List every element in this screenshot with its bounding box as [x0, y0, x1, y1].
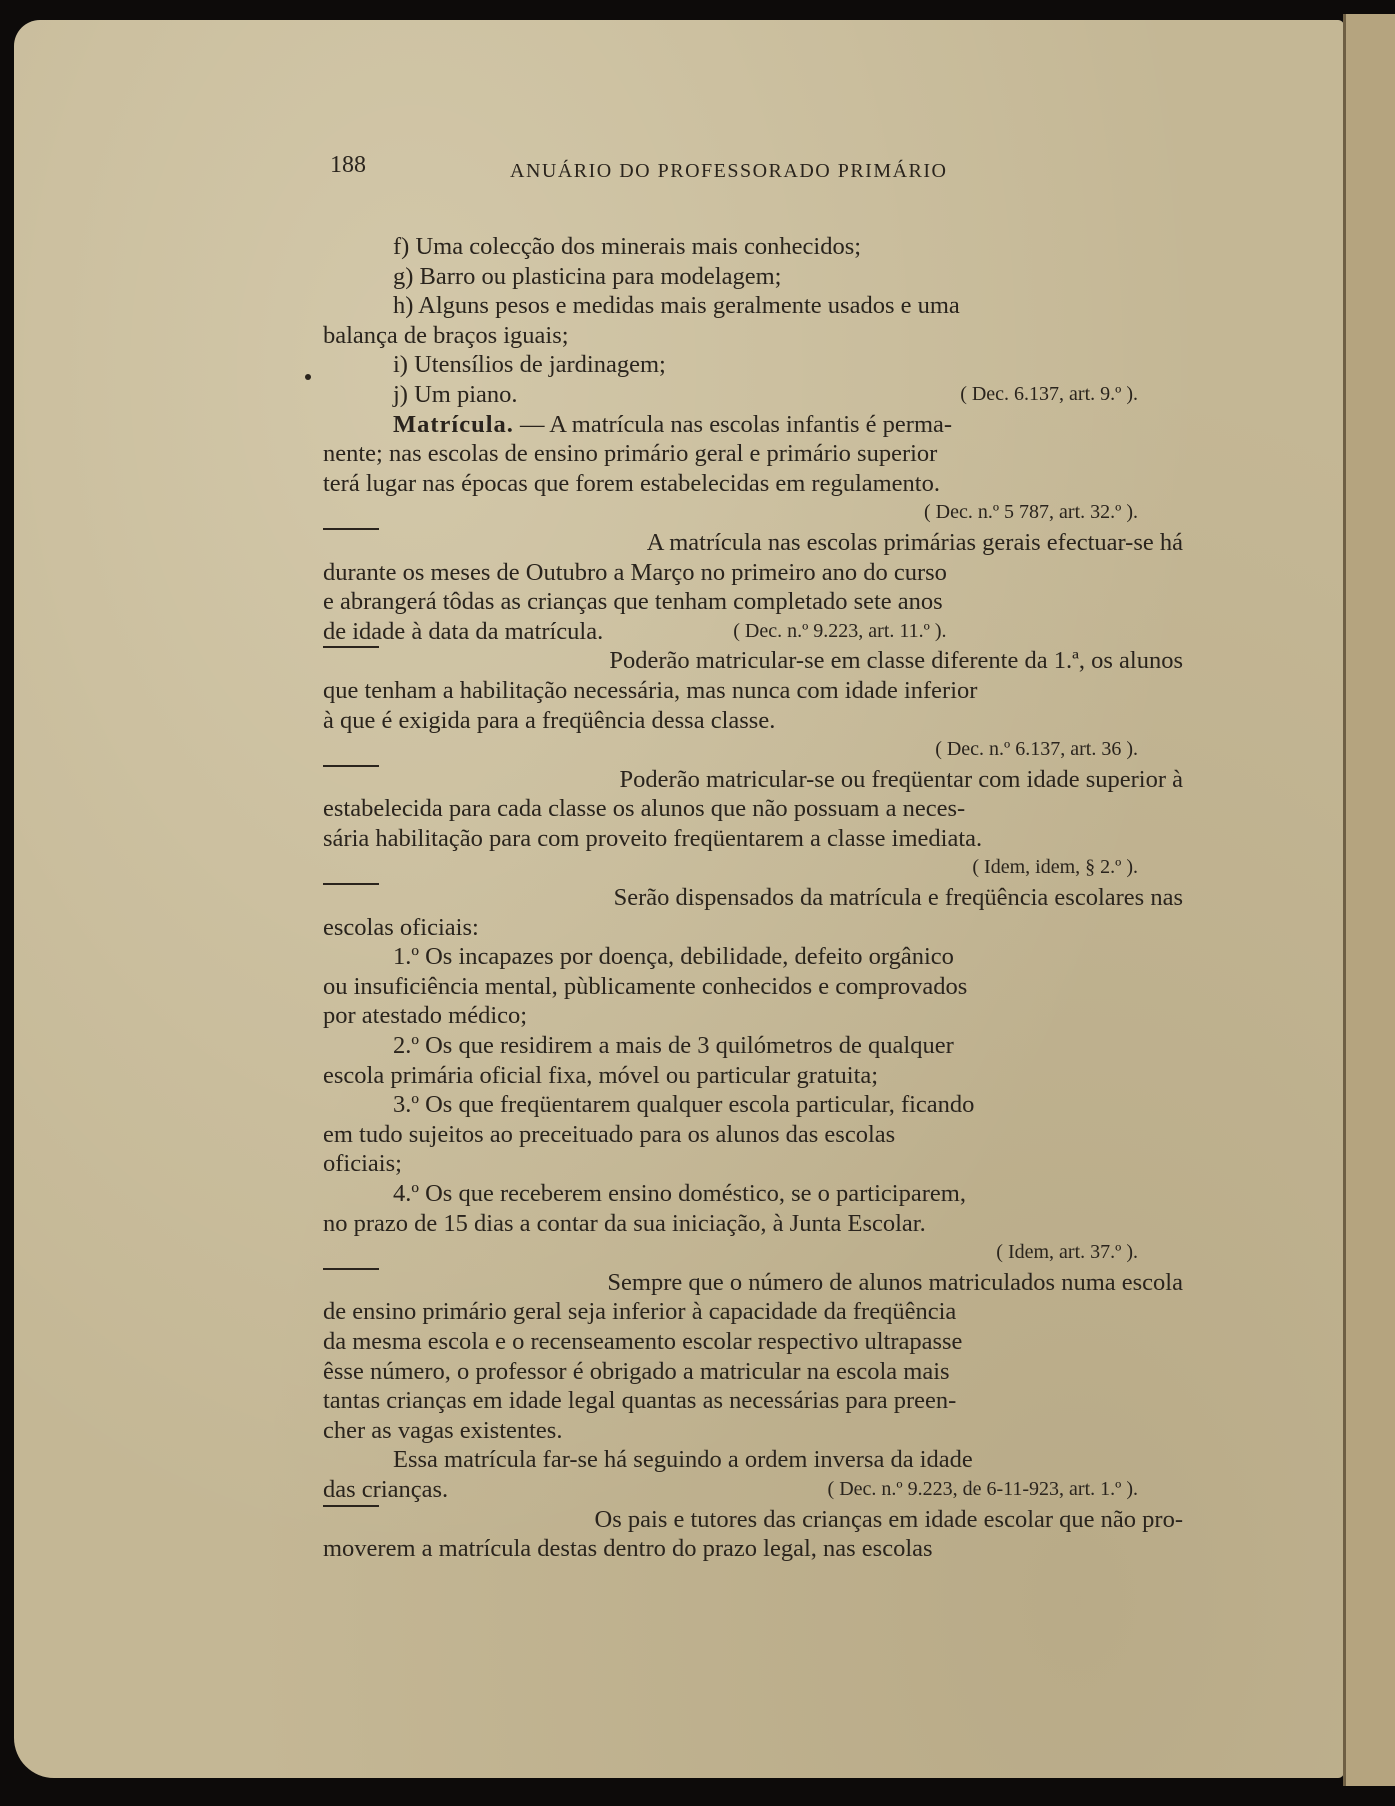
text-line: escolas oficiais: — [323, 913, 479, 941]
text-line: em tudo sujeitos ao preceituado para os alunos das escolas — [323, 1120, 896, 1148]
citation: ( Dec. n.º 9.223, art. 11.º ). — [733, 619, 947, 642]
ink-speck — [305, 374, 311, 380]
text-line: escola primária oficial fixa, móvel ou particular gratuita; — [323, 1061, 879, 1089]
em-dash-rule — [323, 1268, 379, 1298]
citation: ( Dec. 6.137, art. 9.º ). — [960, 382, 1138, 405]
page-header — [330, 152, 1020, 192]
text-line: Serão dispensados da matrícula e freqüência escolares nas — [323, 883, 1183, 913]
text-line: cher as vagas existentes. — [323, 1416, 563, 1444]
text-line: Matrícula. — A matrícula nas escolas infantis é perma- — [393, 410, 953, 438]
text-line: da mesma escola e o recenseamento escolar respectivo ultrapasse — [323, 1327, 963, 1355]
section-title: Matrícula. — [393, 410, 514, 438]
text-line: que tenham a habilitação necessária, mas nunca com idade inferior — [323, 676, 978, 704]
text-line: e abrangerá tôdas as crianças que tenham completado sete anos — [323, 588, 943, 616]
text-line: 3.º Os que freqüentarem qualquer escola particular, ficando — [393, 1091, 975, 1119]
text-line: das crianças. ( Dec. n.º 9.223, de 6-11-923, art. 1.º ). — [323, 1475, 1183, 1505]
citation: ( Idem, idem, § 2.º ). — [972, 856, 1138, 879]
body-text — [323, 232, 1183, 1564]
text-line: 2.º Os que residirem a mais de 3 quilómetros de qualquer — [393, 1032, 954, 1060]
citation: ( Dec. n.º 9.223, de 6-11-923, art. 1.º ). — [827, 1477, 1138, 1500]
text-line: de ensino primário geral seja inferior à capacidade da freqüência — [323, 1298, 957, 1326]
text-line — [323, 735, 1183, 765]
text-line: nente; nas escolas de ensino primário geral e primário superior — [323, 440, 938, 468]
text-line: f) Uma colecção dos minerais mais conhecidos; — [393, 233, 862, 260]
text-line: estabelecida para cada classe os alunos que não possuam a neces- — [323, 795, 966, 823]
adjacent-page-edge — [1343, 14, 1395, 1786]
em-dash-rule — [323, 528, 379, 558]
text-line: de idade à data da matrícula. ( Dec. n.º 9.223, art. 11.º ). — [323, 617, 947, 645]
text-line: sária habilitação para com proveito freqüentarem a classe imediata. — [323, 824, 983, 852]
text-line: Os pais e tutores das crianças em idade escolar que não pro- — [323, 1505, 1183, 1535]
citation: ( Dec. n.º 5 787, art. 32.º ). — [923, 501, 1138, 524]
running-head: ANUÁRIO DO PROFESSORADO PRIMÁRIO — [510, 160, 948, 182]
em-dash-rule — [323, 765, 379, 795]
text-line: balança de braços iguais; — [323, 321, 569, 349]
text-line: A matrícula nas escolas primárias gerais efectuar-se há — [323, 528, 1183, 558]
text-line: ou insuficiência mental, pùblicamente conhecidos e comprovados — [323, 972, 968, 1000]
text-line — [323, 498, 1183, 528]
text-line: terá lugar nas épocas que forem estabelecidas em regulamento. — [323, 469, 940, 497]
text-line: g) Barro ou plasticina para modelagem; — [393, 262, 782, 290]
page-number: 188 — [330, 152, 366, 178]
text-line: 1.º Os incapazes por doença, debilidade, defeito orgânico — [393, 943, 954, 971]
text-line: h) Alguns pesos e medidas mais geralmente usados e uma — [393, 292, 960, 320]
text-line: oficiais; — [323, 1150, 402, 1178]
text-line: por atestado médico; — [323, 1002, 528, 1030]
text-line: Essa matrícula far-se há seguindo a ordem inversa da idade — [393, 1446, 973, 1474]
text-line: tantas crianças em idade legal quantas as necessárias para preen- — [323, 1387, 957, 1415]
text-line: à que é exigida para a freqüência dessa classe. — [323, 706, 776, 734]
text-line: Poderão matricular-se ou freqüentar com idade superior à — [323, 765, 1183, 795]
text-line: i) Utensílios de jardinagem; — [393, 351, 666, 379]
em-dash-rule — [323, 1505, 379, 1535]
citation: ( Dec. n.º 6.137, art. 36 ). — [935, 738, 1138, 761]
text-line: j) Um piano. ( Dec. 6.137, art. 9.º ). — [323, 380, 1183, 410]
text-line: êsse número, o professor é obrigado a matricular na escola mais — [323, 1357, 950, 1385]
text-line: Sempre que o número de alunos matriculados numa escola — [323, 1268, 1183, 1298]
text-line: 4.º Os que receberem ensino doméstico, se o participarem, — [393, 1180, 966, 1207]
citation: ( Idem, art. 37.º ). — [996, 1241, 1138, 1264]
text-line — [323, 1238, 1183, 1268]
em-dash-rule — [323, 646, 379, 676]
text-line: Poderão matricular-se em classe diferente da 1.ª, os alunos — [323, 646, 1183, 676]
text-line: moverem a matrícula destas dentro do prazo legal, nas escolas — [323, 1535, 933, 1563]
em-dash-rule — [323, 883, 379, 913]
text-line — [323, 853, 1183, 883]
text-line: durante os meses de Outubro a Março no primeiro ano do curso — [323, 558, 947, 586]
text-line: no prazo de 15 dias a contar da sua iniciação, à Junta Escolar. — [323, 1209, 926, 1237]
